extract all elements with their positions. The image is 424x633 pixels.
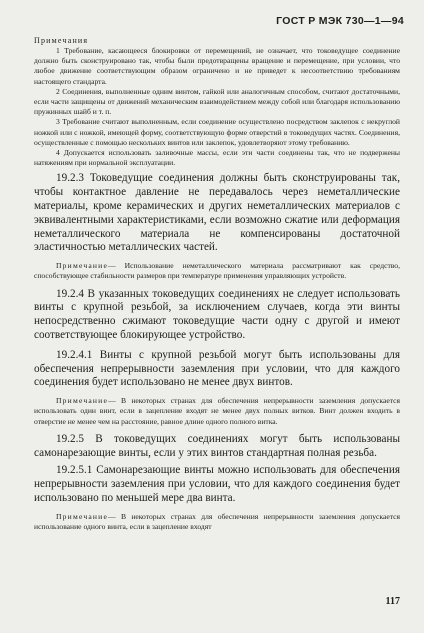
note-text: — В некоторых странах для обеспечения непрерывности заземления допускается использование одного винта, если в зацепление входят bbox=[34, 511, 400, 531]
note-label: Примечание bbox=[56, 396, 109, 406]
paragraph-19-2-4: 19.2.4 В указанных токоведущих соединениях не следует использовать винты с крупной резьбой, за исключением случаев, когда эти винты непосредственно сжимают токоведущие части одну с другой и имеют соответствующее блокирующее устройство. bbox=[34, 287, 400, 342]
note-text: — Использование неметаллического материала рассматривают как средство, способствующее стабильности размеров при температуре применения управляющих устройств. bbox=[34, 261, 400, 281]
note-text: — В некоторых странах для обеспечения непрерывности заземления допускается использовать один винт, если в зацепление входят не менее двух полных витков. Винт должен входить в отверстие не менее чем на расстояние, равное длине одного полного витка. bbox=[34, 396, 400, 426]
note-self-tapping bbox=[34, 512, 400, 532]
document-body bbox=[34, 36, 400, 532]
notes-title: Примечания bbox=[34, 36, 89, 45]
paragraph-19-2-5-1: 19.2.5.1 Самонарезающие винты можно использовать для обеспечения непрерывности заземления при условии, что для каждого соединения будет использовано по меньшей мере два винта. bbox=[34, 464, 400, 504]
paragraph-19-2-4-1: 19.2.4.1 Винты с крупной резьбой могут быть использованы для обеспечения непрерывности заземления при условии, что для каждого соединения будет использовано не менее двух винтов. bbox=[34, 348, 400, 389]
note-item-2: 2 Соединения, выполненные одним винтом, гайкой или аналогичным способом, считают достаточными, если части защищены от движений механическим взаимодействием между собой или благодаря использованию пружинных шайб и т. п. bbox=[34, 86, 400, 117]
note-label: Примечание bbox=[56, 511, 109, 521]
note-item-4: 4 Допускается использовать заливочные массы, если эти части соединены так, что не подвержены натяжениям при нормальной эксплуатации. bbox=[34, 148, 400, 168]
note-item-1: 1 Требование, касающееся блокировки от перемещений, не означает, что токоведущее соединение должно быть сконструировано так, чтобы были предотвращены вращение и перемещение, при условии, что любое движение соответствующим образом ограничено и не приведет к несоответствию требованиям настоящего стандарта. bbox=[34, 46, 400, 86]
note-one-screw bbox=[34, 396, 400, 427]
paragraph-19-2-3: 19.2.3 Токоведущие соединения должны быть сконструированы так, чтобы контактное давление не передавалось через неметаллические материалы, кроме керамических и других неметаллических материалов с эквивалентными характеристиками, если возможно сжатие или деформация неметаллического материала не компенсированы достаточной эластичностью металлических частей. bbox=[34, 172, 400, 254]
paragraph-19-2-5: 19.2.5 В токоведущих соединениях могут быть использованы самонарезающие винты, если у этих винтов стандартная полная резьба. bbox=[34, 432, 400, 459]
note-nonmetal bbox=[34, 261, 400, 281]
standard-header: ГОСТ Р МЭК 730—1—94 bbox=[276, 15, 404, 27]
note-item-3: 3 Требование считают выполненным, если соединение осуществлено посредством заклепок с некруглой ножкой или с ножкой, имеющей форму, соответствующую форме отверстий в токоведущих частях. Соединения, осуществленные с помощью нескольких винтов или заклепок, удовлетворяют этому требованию. bbox=[34, 117, 400, 147]
note-label: Примечание bbox=[56, 261, 109, 271]
page-number: 117 bbox=[385, 596, 400, 607]
